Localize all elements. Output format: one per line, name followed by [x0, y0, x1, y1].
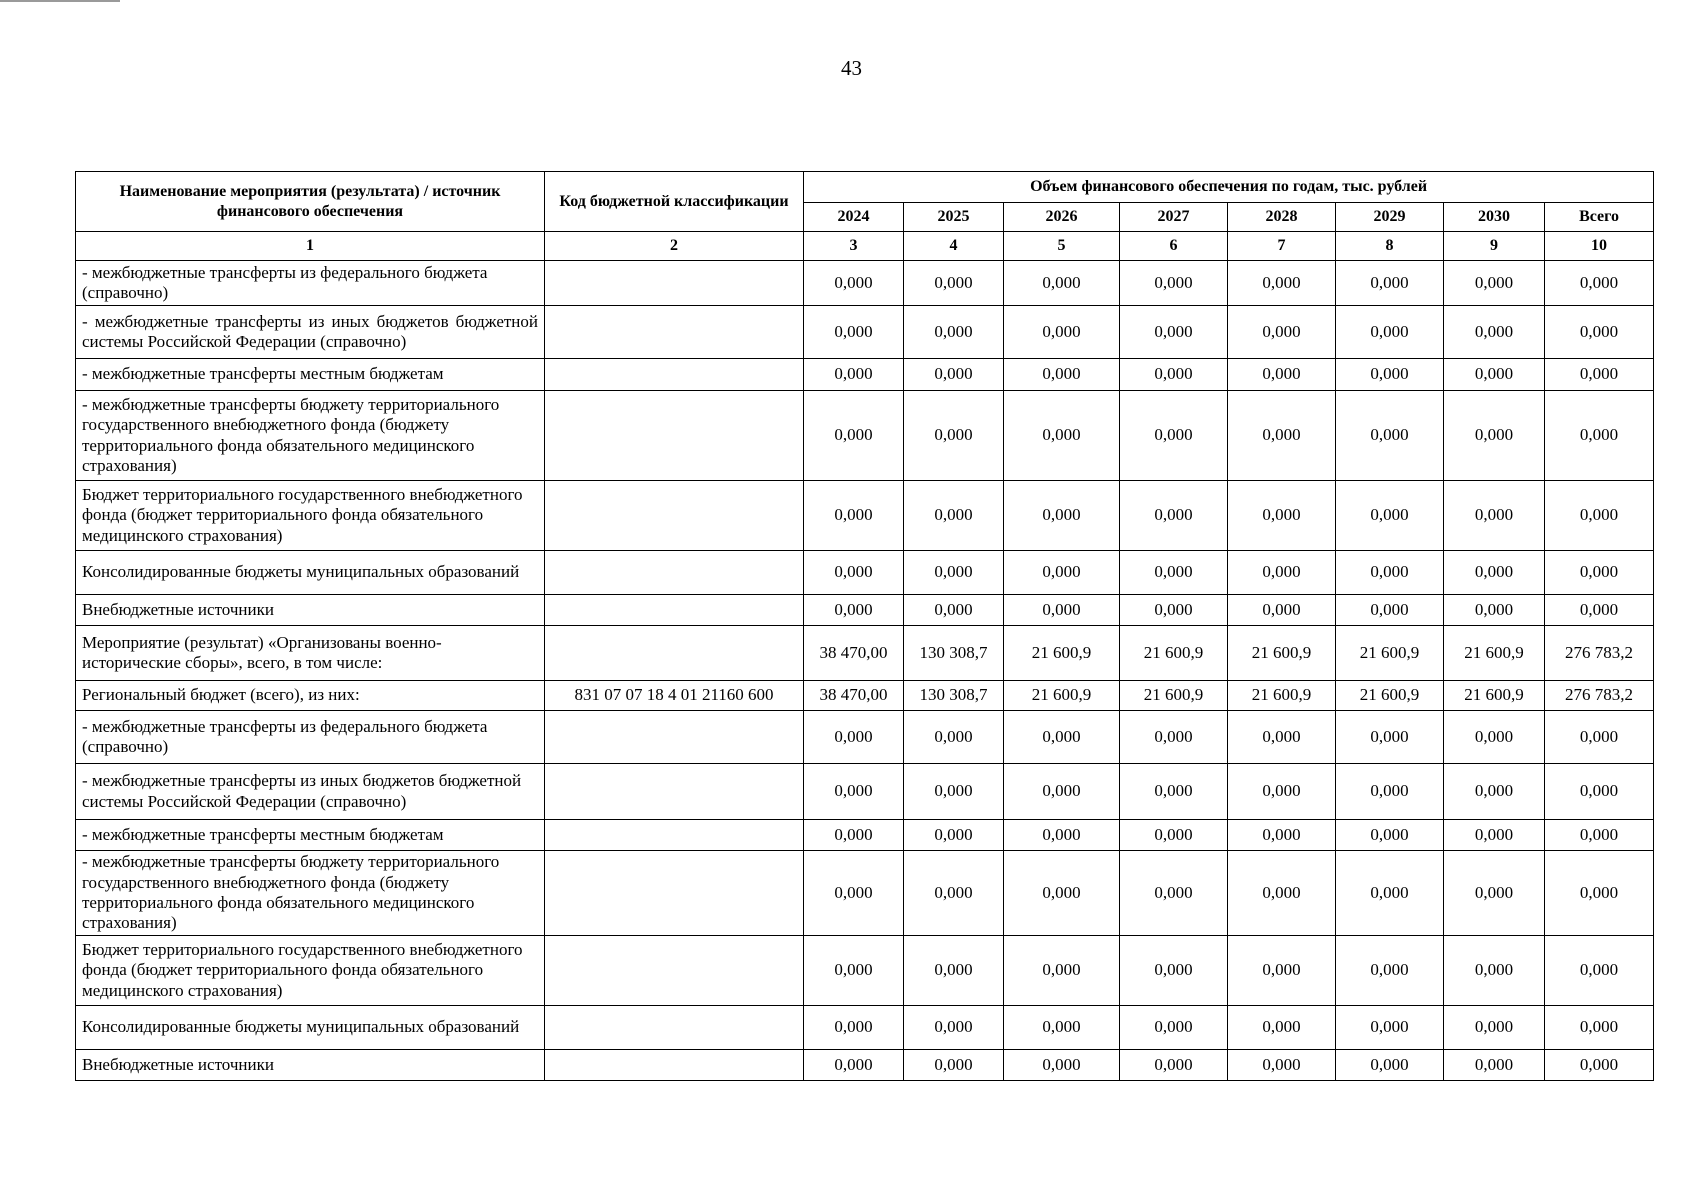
row-year-value: 0,000	[1444, 820, 1545, 851]
row-year-value: 0,000	[1228, 1050, 1336, 1081]
row-total-value: 0,000	[1545, 851, 1654, 936]
row-year-value: 0,000	[904, 1006, 1004, 1050]
row-total-value: 0,000	[1545, 936, 1654, 1006]
row-year-value: 130 308,7	[904, 681, 1004, 711]
row-year-value: 0,000	[1004, 851, 1120, 936]
row-year-value: 21 600,9	[1228, 681, 1336, 711]
table-row	[76, 711, 1654, 764]
row-name: - межбюджетные трансферты местным бюджетам	[76, 820, 545, 851]
row-year-value: 21 600,9	[1120, 681, 1228, 711]
table-row	[76, 261, 1654, 306]
row-year-value: 0,000	[1228, 711, 1336, 764]
row-year-value: 0,000	[1228, 261, 1336, 306]
header-year: 2028	[1228, 203, 1336, 232]
row-year-value: 0,000	[1120, 936, 1228, 1006]
row-year-value: 0,000	[1120, 1006, 1228, 1050]
col-number: 1	[76, 232, 545, 261]
row-year-value: 0,000	[1228, 359, 1336, 391]
row-total-value: 0,000	[1545, 481, 1654, 551]
table-header	[76, 172, 1654, 261]
header-volume: Объем финансового обеспечения по годам, тыс. рублей	[804, 172, 1654, 203]
row-total-value: 0,000	[1545, 261, 1654, 306]
row-year-value: 0,000	[904, 851, 1004, 936]
row-year-value: 0,000	[1336, 764, 1444, 820]
row-year-value: 38 470,00	[804, 681, 904, 711]
table-row	[76, 595, 1654, 626]
row-total-value: 276 783,2	[1545, 681, 1654, 711]
row-year-value: 0,000	[1120, 391, 1228, 481]
row-year-value: 0,000	[1444, 551, 1545, 595]
row-year-value: 0,000	[804, 820, 904, 851]
row-year-value: 0,000	[1004, 595, 1120, 626]
row-code	[545, 936, 804, 1006]
row-name: - межбюджетные трансферты из федерального бюджета (справочно)	[76, 711, 545, 764]
row-year-value: 0,000	[804, 306, 904, 359]
row-year-value: 0,000	[904, 261, 1004, 306]
row-year-value: 0,000	[804, 261, 904, 306]
table-body	[76, 261, 1654, 1081]
row-year-value: 21 600,9	[1444, 681, 1545, 711]
row-year-value: 0,000	[1120, 1050, 1228, 1081]
row-year-value: 0,000	[1004, 481, 1120, 551]
row-year-value: 0,000	[1228, 764, 1336, 820]
row-year-value: 0,000	[1004, 820, 1120, 851]
row-year-value: 0,000	[1120, 551, 1228, 595]
row-year-value: 0,000	[804, 1050, 904, 1081]
row-year-value: 0,000	[1004, 1050, 1120, 1081]
row-name: - межбюджетные трансферты из иных бюджетов бюджетной системы Российской Федерации (справочно)	[76, 764, 545, 820]
table-row	[76, 764, 1654, 820]
row-year-value: 0,000	[804, 359, 904, 391]
row-year-value: 0,000	[1336, 711, 1444, 764]
row-year-value: 0,000	[1444, 261, 1545, 306]
row-code	[545, 1050, 804, 1081]
row-total-value: 0,000	[1545, 1050, 1654, 1081]
row-year-value: 0,000	[1228, 936, 1336, 1006]
col-number: 6	[1120, 232, 1228, 261]
row-total-value: 0,000	[1545, 551, 1654, 595]
row-year-value: 0,000	[804, 481, 904, 551]
header-year: 2024	[804, 203, 904, 232]
col-number: 10	[1545, 232, 1654, 261]
row-year-value: 0,000	[904, 306, 1004, 359]
header-year: 2027	[1120, 203, 1228, 232]
header-year: 2029	[1336, 203, 1444, 232]
table-row	[76, 1006, 1654, 1050]
row-year-value: 21 600,9	[1336, 681, 1444, 711]
row-year-value: 0,000	[1004, 551, 1120, 595]
row-code	[545, 306, 804, 359]
row-name: - межбюджетные трансферты местным бюджетам	[76, 359, 545, 391]
row-year-value: 0,000	[804, 391, 904, 481]
row-year-value: 21 600,9	[1444, 626, 1545, 681]
row-name: - межбюджетные трансферты бюджету территориального государственного внебюджетного фонда (бюджету территориального фонда обязательного медицинского страхования)	[76, 391, 545, 481]
row-name: Внебюджетные источники	[76, 595, 545, 626]
row-year-value: 0,000	[1444, 1006, 1545, 1050]
row-name: Региональный бюджет (всего), из них:	[76, 681, 545, 711]
row-year-value: 21 600,9	[1336, 626, 1444, 681]
row-year-value: 0,000	[904, 551, 1004, 595]
table-row	[76, 626, 1654, 681]
row-code	[545, 391, 804, 481]
row-year-value: 0,000	[1120, 851, 1228, 936]
table-row	[76, 681, 1654, 711]
row-code	[545, 261, 804, 306]
row-code	[545, 711, 804, 764]
row-name: Консолидированные бюджеты муниципальных образований	[76, 1006, 545, 1050]
row-year-value: 0,000	[804, 551, 904, 595]
row-year-value: 0,000	[804, 851, 904, 936]
col-number: 9	[1444, 232, 1545, 261]
row-code: 831 07 07 18 4 01 21160 600	[545, 681, 804, 711]
row-year-value: 0,000	[1444, 851, 1545, 936]
row-total-value: 276 783,2	[1545, 626, 1654, 681]
row-code	[545, 820, 804, 851]
table-row	[76, 391, 1654, 481]
row-year-value: 0,000	[1444, 391, 1545, 481]
table-row	[76, 306, 1654, 359]
row-year-value: 0,000	[1004, 261, 1120, 306]
row-year-value: 0,000	[904, 359, 1004, 391]
row-year-value: 0,000	[1004, 391, 1120, 481]
row-year-value: 0,000	[1120, 359, 1228, 391]
row-year-value: 0,000	[1228, 595, 1336, 626]
row-year-value: 0,000	[1228, 391, 1336, 481]
row-year-value: 0,000	[1120, 261, 1228, 306]
row-year-value: 0,000	[1444, 936, 1545, 1006]
row-code	[545, 595, 804, 626]
row-year-value: 0,000	[1120, 820, 1228, 851]
row-year-value: 0,000	[804, 595, 904, 626]
row-year-value: 0,000	[1336, 261, 1444, 306]
col-number: 5	[1004, 232, 1120, 261]
page-number: 43	[841, 56, 862, 80]
row-year-value: 0,000	[1336, 391, 1444, 481]
row-year-value: 0,000	[1444, 595, 1545, 626]
row-year-value: 0,000	[1444, 764, 1545, 820]
col-number: 4	[904, 232, 1004, 261]
row-code	[545, 359, 804, 391]
row-total-value: 0,000	[1545, 391, 1654, 481]
row-year-value: 0,000	[904, 1050, 1004, 1081]
row-year-value: 0,000	[804, 764, 904, 820]
table-row	[76, 481, 1654, 551]
row-year-value: 130 308,7	[904, 626, 1004, 681]
row-year-value: 0,000	[1120, 306, 1228, 359]
financing-table	[75, 171, 1654, 1081]
row-year-value: 0,000	[1444, 306, 1545, 359]
row-year-value: 0,000	[1228, 306, 1336, 359]
row-total-value: 0,000	[1545, 764, 1654, 820]
row-code	[545, 551, 804, 595]
row-year-value: 0,000	[1004, 711, 1120, 764]
row-year-value: 0,000	[1444, 1050, 1545, 1081]
row-year-value: 0,000	[1228, 851, 1336, 936]
row-year-value: 0,000	[1004, 764, 1120, 820]
row-year-value: 0,000	[1004, 1006, 1120, 1050]
row-year-value: 0,000	[1228, 551, 1336, 595]
row-year-value: 0,000	[1336, 1050, 1444, 1081]
row-year-value: 0,000	[804, 1006, 904, 1050]
row-code	[545, 1006, 804, 1050]
row-name: Бюджет территориального государственного внебюджетного фонда (бюджет территориального фонда обязательного медицинского страхования)	[76, 936, 545, 1006]
row-year-value: 0,000	[1336, 820, 1444, 851]
col-number: 7	[1228, 232, 1336, 261]
row-year-value: 21 600,9	[1228, 626, 1336, 681]
table-row	[76, 820, 1654, 851]
row-year-value: 21 600,9	[1004, 681, 1120, 711]
row-name: Внебюджетные источники	[76, 1050, 545, 1081]
row-year-value: 0,000	[904, 764, 1004, 820]
row-year-value: 0,000	[804, 711, 904, 764]
row-year-value: 21 600,9	[1120, 626, 1228, 681]
row-year-value: 0,000	[1004, 936, 1120, 1006]
row-year-value: 0,000	[1444, 359, 1545, 391]
row-year-value: 21 600,9	[1004, 626, 1120, 681]
row-year-value: 0,000	[1444, 481, 1545, 551]
table-row	[76, 1050, 1654, 1081]
header-name: Наименование мероприятия (результата) / источник финансового обеспечения	[76, 172, 545, 232]
table-row	[76, 551, 1654, 595]
row-year-value: 0,000	[904, 711, 1004, 764]
row-year-value: 0,000	[1336, 1006, 1444, 1050]
row-year-value: 0,000	[1120, 764, 1228, 820]
col-number: 2	[545, 232, 804, 261]
row-total-value: 0,000	[1545, 595, 1654, 626]
row-total-value: 0,000	[1545, 359, 1654, 391]
row-year-value: 0,000	[904, 595, 1004, 626]
row-year-value: 0,000	[1004, 359, 1120, 391]
header-year: 2026	[1004, 203, 1120, 232]
row-name: Консолидированные бюджеты муниципальных образований	[76, 551, 545, 595]
table-row	[76, 359, 1654, 391]
row-total-value: 0,000	[1545, 1006, 1654, 1050]
row-year-value: 0,000	[904, 391, 1004, 481]
row-year-value: 0,000	[1120, 481, 1228, 551]
row-total-value: 0,000	[1545, 711, 1654, 764]
row-year-value: 0,000	[1336, 551, 1444, 595]
row-year-value: 0,000	[1336, 851, 1444, 936]
row-year-value: 0,000	[904, 481, 1004, 551]
row-code	[545, 764, 804, 820]
row-name: - межбюджетные трансферты из федерального бюджета (справочно)	[76, 261, 545, 306]
header-year: 2025	[904, 203, 1004, 232]
row-year-value: 0,000	[1336, 595, 1444, 626]
col-number: 3	[804, 232, 904, 261]
table-row	[76, 936, 1654, 1006]
row-name: Бюджет территориального государственного внебюджетного фонда (бюджет территориального фонда обязательного медицинского страхования)	[76, 481, 545, 551]
row-name: Мероприятие (результат) «Организованы военно-исторические сборы», всего, в том числе:	[76, 626, 545, 681]
row-year-value: 0,000	[1336, 359, 1444, 391]
row-year-value: 0,000	[1004, 306, 1120, 359]
row-year-value: 0,000	[1228, 481, 1336, 551]
row-year-value: 0,000	[1228, 820, 1336, 851]
row-name: - межбюджетные трансферты из иных бюджетов бюджетной системы Российской Федерации (справочно)	[76, 306, 545, 359]
row-total-value: 0,000	[1545, 820, 1654, 851]
row-year-value: 0,000	[1336, 481, 1444, 551]
header-code: Код бюджетной классификации	[545, 172, 804, 232]
row-code	[545, 851, 804, 936]
row-year-value: 0,000	[1336, 306, 1444, 359]
row-year-value: 0,000	[904, 820, 1004, 851]
row-total-value: 0,000	[1545, 306, 1654, 359]
row-code	[545, 481, 804, 551]
row-year-value: 0,000	[1228, 1006, 1336, 1050]
row-year-value: 0,000	[804, 936, 904, 1006]
row-year-value: 0,000	[904, 936, 1004, 1006]
row-code	[545, 626, 804, 681]
row-year-value: 0,000	[1120, 711, 1228, 764]
header-total: Всего	[1545, 203, 1654, 232]
row-year-value: 0,000	[1120, 595, 1228, 626]
col-number: 8	[1336, 232, 1444, 261]
row-year-value: 0,000	[1336, 936, 1444, 1006]
table-row	[76, 851, 1654, 936]
row-year-value: 38 470,00	[804, 626, 904, 681]
corner-rule	[0, 0, 120, 2]
row-year-value: 0,000	[1444, 711, 1545, 764]
header-year: 2030	[1444, 203, 1545, 232]
row-name: - межбюджетные трансферты бюджету территориального государственного внебюджетного фонда (бюджету территориального фонда обязательного медицинского страхования)	[76, 851, 545, 936]
